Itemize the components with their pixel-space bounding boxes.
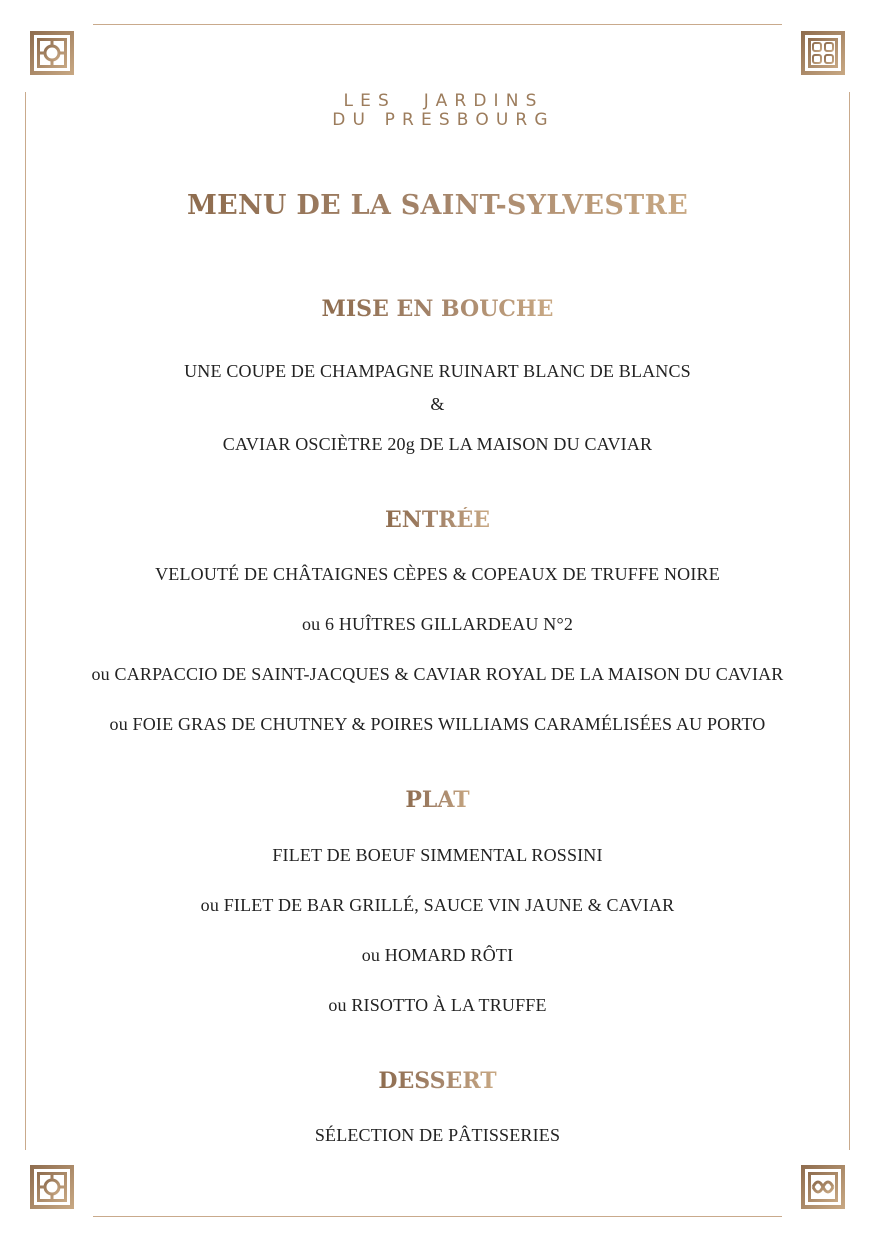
menu-item: ou FOIE GRAS DE CHUTNEY & POIRES WILLIAMS CARAMÉLISÉES AU PORTO bbox=[109, 714, 766, 734]
section-heading-text: PLAT bbox=[405, 787, 470, 813]
menu-item: ou HOMARD RÔTI bbox=[361, 945, 514, 965]
menu-title bbox=[0, 190, 875, 221]
section-heading-dessert bbox=[0, 1068, 875, 1094]
menu-item-ampersand: & bbox=[430, 394, 445, 414]
section-heading-text: MISE EN BOUCHE bbox=[321, 296, 554, 322]
section-heading-mise-en-bouche bbox=[0, 296, 875, 322]
menu-item: ou RISOTTO À LA TRUFFE bbox=[328, 995, 547, 1015]
section-heading-text: DESSERT bbox=[378, 1068, 497, 1094]
menu-item: ou FILET DE BAR GRILLÉ, SAUCE VIN JAUNE & CAVIAR bbox=[200, 895, 675, 915]
logo-line-1: LES JARDINS bbox=[343, 91, 544, 111]
section-heading-plat bbox=[0, 787, 875, 813]
bottom-rule bbox=[93, 1216, 782, 1217]
menu-item: SÉLECTION DE PÂTISSERIES bbox=[314, 1125, 561, 1145]
menu-item: FILET DE BOEUF SIMMENTAL ROSSINI bbox=[272, 845, 603, 865]
top-rule bbox=[93, 24, 782, 25]
menu-item: CAVIAR OSCIÈTRE 20g DE LA MAISON DU CAVIAR bbox=[222, 434, 653, 454]
section-heading-text: ENTRÉE bbox=[384, 507, 491, 533]
corner-ornament-icon bbox=[29, 30, 75, 76]
menu-item: ou 6 HUÎTRES GILLARDEAU N°2 bbox=[301, 614, 574, 634]
corner-ornament-icon bbox=[800, 30, 846, 76]
logo-line-2: DU PRESBOURG bbox=[332, 110, 555, 130]
menu-item: VELOUTÉ DE CHÂTAIGNES CÈPES & COPEAUX DE TRUFFE NOIRE bbox=[155, 564, 720, 584]
menu-item: UNE COUPE DE CHAMPAGNE RUINART BLANC DE BLANCS bbox=[184, 361, 691, 381]
corner-ornament-icon bbox=[29, 1164, 75, 1210]
section-heading-entree bbox=[0, 507, 875, 533]
restaurant-logo bbox=[0, 92, 875, 130]
menu-item: ou CARPACCIO DE SAINT-JACQUES & CAVIAR ROYAL DE LA MAISON DU CAVIAR bbox=[91, 664, 784, 684]
menu-title-text: MENU DE LA SAINT-SYLVESTRE bbox=[186, 190, 689, 221]
corner-ornament-icon bbox=[800, 1164, 846, 1210]
